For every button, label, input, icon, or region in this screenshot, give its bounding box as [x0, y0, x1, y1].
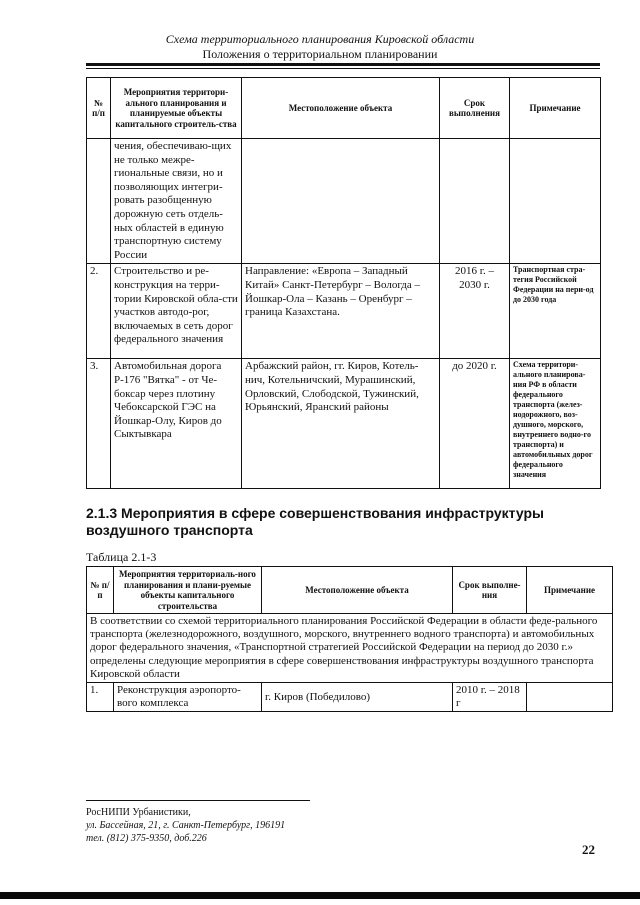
table-row: [87, 139, 601, 264]
footer-phone: тел. (812) 375-9350, доб.226: [86, 833, 207, 844]
cell-num: 1.: [87, 683, 114, 712]
col-header-location: Местоположение объекта: [262, 567, 453, 614]
section-heading: 2.1.3 Мероприятия в сфере совершенствования инфраструктуры воздушного транспорта: [86, 505, 544, 538]
cell-num: 3.: [87, 359, 111, 489]
cell-location: г. Киров (Победилово): [262, 683, 453, 712]
bottom-bar: [0, 892, 640, 899]
col-header-activity: Мероприятия территориаль-ного планирования и плани-руемые объекты капитального строительства: [114, 567, 262, 614]
cell-activity: Строительство и ре-конструкция на терри-тории Кировской обла-сти участков автодо-рог, включаемых в сеть дорог федерального значения: [111, 264, 242, 359]
table-intro-row: [87, 614, 613, 683]
col-header-note: Примечание: [527, 567, 613, 614]
header-rule: [86, 63, 600, 66]
footer-org: РосНИПИ Урбанистики,: [86, 807, 191, 818]
col-header-term: Срок выполне-ния: [453, 567, 527, 614]
cell-term: до 2020 г.: [440, 359, 510, 489]
table-row: [87, 264, 601, 359]
table-row: [87, 359, 601, 489]
cell-note: Схема территори-ального планирова-ния РФ в области федерального транспорта (желез-нодорожного, воз-душного, морского, внутреннего водно-го транспорта) и автомобильных дорог федерального значения: [510, 359, 601, 489]
footer-address: ул. Бассейная, 21, г. Санкт-Петербург, 196191: [86, 820, 286, 831]
col-header-activity: Мероприятия территори-ального планирования и планируемые объекты капитального строитель-ства: [111, 78, 242, 139]
table-header-row: [87, 78, 601, 139]
cell-term: 2016 г. – 2030 г.: [440, 264, 510, 359]
cell-num: 2.: [87, 264, 111, 359]
col-header-num: № п/п: [87, 567, 114, 614]
cell-location: Направление: «Европа – Западный Китай» Санкт-Петербург – Вологда – Йошкар-Ола – Казань – Оренбург – граница Казахстана.: [242, 264, 440, 359]
cell-activity: Реконструкция аэропорто-вого комплекса: [114, 683, 262, 712]
document-header-subtitle: Положения о территориальном планировании: [202, 47, 438, 61]
table-caption: Таблица 2.1-3: [86, 550, 157, 564]
header-rule-thin: [86, 68, 600, 69]
col-header-term: Срок выполнения: [440, 78, 510, 139]
col-header-note: Примечание: [510, 78, 601, 139]
cell-term: [440, 139, 510, 264]
page-number: 22: [582, 842, 595, 857]
footer-block: [86, 806, 285, 845]
intro-text: В соответствии со схемой территориального планирования Российской Федерации в области феде-рального транспорта (железнодорожного, воздушного, морского, внутреннего водного транспорта) и автомобильных дорог федерального значения, «Транспортной стратегией Российской Федерации на период до 2030 г.» определены следующие мероприятия в сфере совершенствования инфраструктуры воздушного транспорта Кировской области: [87, 614, 613, 683]
cell-location: Арбажский район, гг. Киров, Котель-нич, Котельничский, Мурашинский, Орловский, Слободской, Тужинский, Юрьянский, Яранский районы: [242, 359, 440, 489]
cell-note: [510, 139, 601, 264]
col-header-location: Местоположение объекта: [242, 78, 440, 139]
cell-note: [527, 683, 613, 712]
activities-table: [86, 77, 601, 489]
air-transport-table: [86, 566, 613, 712]
cell-note: Транспортная стра-тегия Российской Федерации на пери-од до 2030 года: [510, 264, 601, 359]
table-header-row: [87, 567, 613, 614]
cell-activity: чения, обеспечиваю-щих не только межре-гиональные связи, но и позволяющих интегри-ровать разобщенную дорожную сеть отдель-ных областей в единую транспортную систему России: [111, 139, 242, 264]
cell-location: [242, 139, 440, 264]
col-header-num: № п/п: [87, 78, 111, 139]
cell-activity: Автомобильная дорога Р-176 "Вятка" - от Че-боксар через плотину Чебоксарской ГЭС на Йошкар-Олу, Киров до Сыктывкара: [111, 359, 242, 489]
table-row: [87, 683, 613, 712]
footer-rule: [86, 800, 310, 801]
document-header-title: Схема территориального планирования Кировской области: [165, 32, 475, 46]
cell-num: [87, 139, 111, 264]
cell-term: 2010 г. – 2018 г: [453, 683, 527, 712]
